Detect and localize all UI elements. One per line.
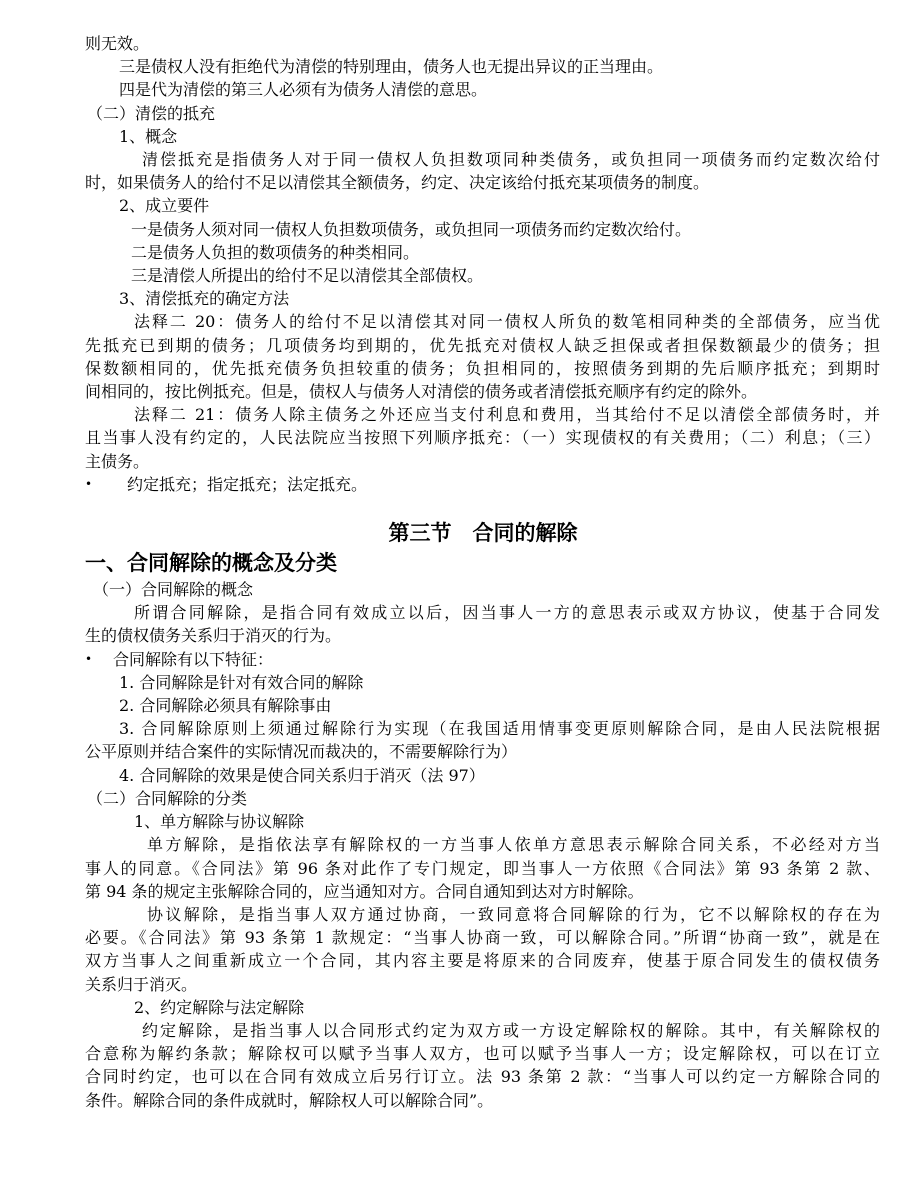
text-line: 单方解除，是指依法享有解除权的一方当事人依单方意思表示解除合同关系，不必经对方当 <box>147 835 880 855</box>
bullet-text: 合同解除有以下特征： <box>113 649 274 669</box>
text-line: 公平原则并结合案件的实际情况而裁决的，不需要解除行为） <box>85 742 518 762</box>
bullet-icon: • <box>85 651 93 666</box>
chapter-heading: 一、合同解除的概念及分类 <box>85 551 337 576</box>
text-line: 必要。《合同法》第 93 条第 1 款规定：“当事人协商一致，可以解除合同。”所谓“协商一致”，就是在 <box>85 928 880 948</box>
text-line: 清偿抵充是指债务人对于同一债权人负担数项同种类债务，或负担同一项债务而约定数次给付 <box>142 150 880 170</box>
text-line: 法释二 20：债务人的给付不足以清偿其对同一债权人所负的数笔相同种类的全部债务，应当优 <box>134 312 880 332</box>
text-line: 四是代为清偿的第三人必须有为债务人清偿的意思。 <box>119 80 488 100</box>
text-line: 则无效。 <box>85 34 150 53</box>
text-line: 三是债权人没有拒绝代为清偿的特别理由，债务人也无提出异议的正当理由。 <box>119 57 664 77</box>
text-line: 第 94 条的规定主张解除合同的，应当通知对方。合同自通知到达对方时解除。 <box>85 881 644 901</box>
bullet-item <box>85 473 880 496</box>
section-title: 第三节 合同的解除 <box>388 521 578 546</box>
text-line: 所谓合同解除，是指合同有效成立以后，因当事人一方的意思表示或双方协议，使基于合同发 <box>134 603 880 623</box>
list-item: 1. 合同解除是针对有效合同的解除 <box>119 672 364 692</box>
list-item: 3. 合同解除原则上须通过解除行为实现（在我国适用情事变更原则解除合同，是由人民法院根据 <box>119 719 880 739</box>
numbered-heading: 1、单方解除与协议解除 <box>134 812 305 832</box>
bullet-item <box>85 648 880 671</box>
text-line: 先抵充已到期的债务；几项债务均到期的，优先抵充对债权人缺乏担保或者担保数额最少的债务；担 <box>85 335 880 355</box>
text-line: 主债务。 <box>85 451 150 471</box>
bullet-text: 约定抵充；指定抵充；法定抵充。 <box>127 474 368 494</box>
text-line: 间相同的，按比例抵充。但是，债权人与债务人对清偿的债务或者清偿抵充顺序有约定的除外。 <box>85 382 758 402</box>
text-line: 双方当事人之间重新成立一个合同，其内容主要是将原来的合同废弃，使基于原合同发生的债权债务 <box>85 951 880 971</box>
text-line: 一是债务人须对同一债权人负担数项债务，或负担同一项债务而约定数次给付。 <box>131 219 692 239</box>
numbered-heading: 1、概念 <box>119 126 178 146</box>
text-line: 协议解除，是指当事人双方通过协商，一致同意将合同解除的行为，它不以解除权的存在为 <box>147 904 880 924</box>
text-line: 合意称为解约条款；解除权可以赋予当事人双方，也可以赋予当事人一方；设定解除权，可以在订立 <box>85 1044 880 1064</box>
text-line: 生的债权债务关系归于消灭的行为。 <box>85 626 342 646</box>
text-line: 时，如果债务人的给付不足以清偿其全额债务，约定、决定该给付抵充某项债务的制度。 <box>85 173 710 193</box>
text-line: 关系归于消灭。 <box>85 974 198 994</box>
text-line: 约定解除，是指当事人以合同形式约定为双方或一方设定解除权的解除。其中，有关解除权的 <box>142 1020 880 1040</box>
text-line: 条件。解除合同的条件成就时，解除权人可以解除合同”。 <box>85 1090 494 1110</box>
text-line: 保数额相同的，优先抵充债务负担较重的债务；负担相同的，按照债务到期的先后顺序抵充；到期时 <box>85 358 880 378</box>
subsection-heading: （二）合同解除的分类 <box>87 788 248 808</box>
watermark: www.zixin.com.cn <box>355 555 783 609</box>
text-line: 法释二 21：债务人除主债务之外还应当支付利息和费用，当其给付不足以清偿全部债务时，并 <box>134 405 880 425</box>
text-line: 三是清偿人所提出的给付不足以清偿其全部债权。 <box>131 266 484 286</box>
document-page <box>85 32 880 1112</box>
text-line: 事人的同意。《合同法》第 96 条对此作了专门规定，即当事人一方依照《合同法》第 93 条第 2 款、 <box>85 858 880 878</box>
text-line: 且当事人没有约定的，人民法院应当按照下列顺序抵充：（一）实现债权的有关费用；（二）利息；（三） <box>85 428 880 448</box>
list-item: 4. 合同解除的效果是使合同关系归于消灭（法 97） <box>119 765 485 785</box>
subsection-heading: （二）清偿的抵充 <box>87 103 216 123</box>
numbered-heading: 2、成立要件 <box>119 196 210 216</box>
numbered-heading: 2、约定解除与法定解除 <box>134 997 305 1017</box>
text-line: 二是债务人负担的数项债务的种类相同。 <box>131 242 420 262</box>
numbered-heading: 3、清偿抵充的确定方法 <box>119 289 290 309</box>
bullet-icon: • <box>85 476 93 491</box>
text-line: 合同时约定，也可以在合同有效成立后另行订立。法 93 条第 2 款：“当事人可以约定一方解除合同的 <box>85 1067 880 1087</box>
subsection-heading: （一）合同解除的概念 <box>93 580 254 600</box>
list-item: 2. 合同解除必须具有解除事由 <box>119 696 332 716</box>
